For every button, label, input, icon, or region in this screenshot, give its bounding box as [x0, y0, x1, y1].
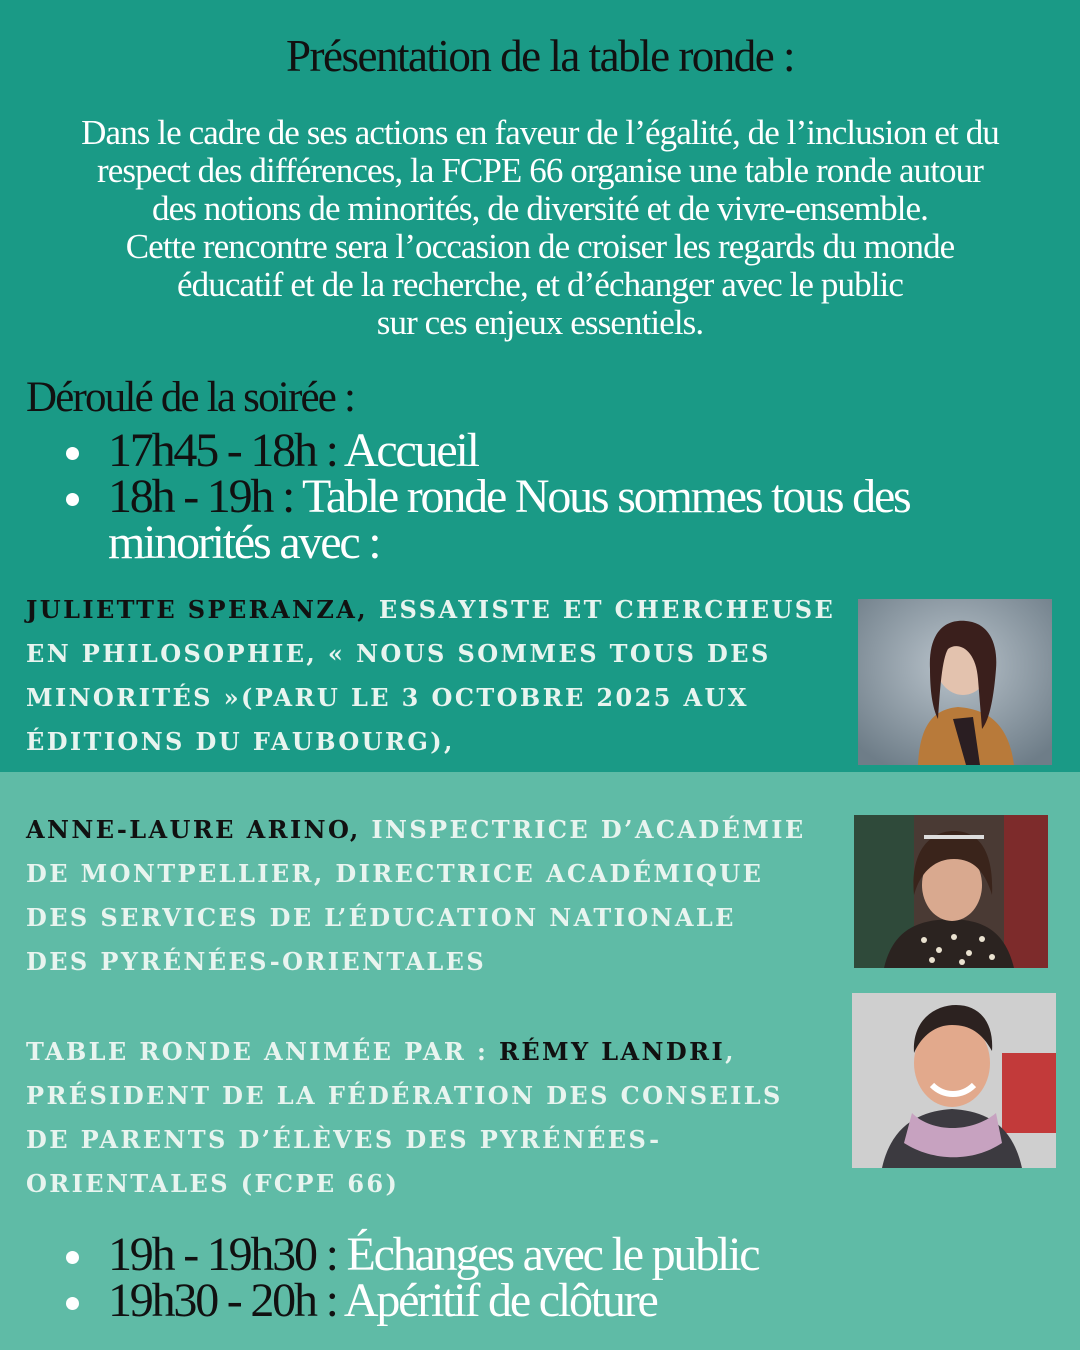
schedule-item: [62, 1228, 1062, 1281]
speaker-prefix: TABLE RONDE ANIMÉE PAR :: [26, 1037, 499, 1066]
schedule-item: [62, 424, 1062, 477]
schedule-label: Échanges avec le public: [336, 1228, 759, 1281]
page-title: Présentation de la table ronde :: [285, 31, 795, 81]
intro-line: respect des différences, la FCPE 66 organise une table ronde autour: [96, 151, 984, 190]
intro-line: Cette rencontre sera l’occasion de croiser les regards du monde: [125, 227, 955, 266]
schedule-label: Accueil: [336, 424, 478, 477]
speaker-role: MINORITÉS »(PARU LE 3 OCTOBRE 2025 AUX: [26, 683, 749, 712]
photo-juliette-speranza: [858, 599, 1052, 765]
speaker-role: DES PYRÉNÉES-ORIENTALES: [26, 947, 487, 976]
speaker-anne-laure-arino: [26, 808, 806, 984]
photo-anne-laure-arino: [854, 815, 1048, 968]
schedule-time: 19h - 19h30 :: [108, 1228, 337, 1281]
bullet-icon: [66, 493, 79, 506]
speaker-name: ANNE-LAURE ARINO,: [26, 815, 361, 844]
speaker-role: DE PARENTS D’ÉLÈVES DES PYRÉNÉES-: [26, 1125, 662, 1154]
schedule-time: 17h45 - 18h :: [108, 424, 337, 477]
intro-line: des notions de minorités, de diversité et de vivre-ensemble.: [151, 189, 929, 228]
speaker-role: ÉDITIONS DU FAUBOURG),: [26, 727, 455, 756]
speaker-role: EN PHILOSOPHIE, « NOUS SOMMES TOUS DES: [26, 639, 771, 668]
intro-line: Dans le cadre de ses actions en faveur de l’égalité, de l’inclusion et du: [81, 113, 999, 152]
schedule-label-continued: minorités avec :: [108, 516, 380, 569]
photo-remy-landri: [852, 993, 1056, 1168]
schedule-list-top: [62, 424, 1062, 569]
speaker-name: RÉMY LANDRI: [498, 1037, 726, 1066]
schedule-time: 19h30 - 20h :: [108, 1274, 337, 1327]
bullet-icon: [66, 1297, 79, 1310]
intro-line: éducatif et de la recherche, et d’échanger avec le public: [177, 265, 903, 304]
schedule-list-bottom: [62, 1228, 1062, 1327]
speaker-role: ORIENTALES (FCPE 66): [26, 1169, 400, 1198]
schedule-item: [62, 1274, 1062, 1327]
speaker-remy-landri: [26, 1030, 783, 1206]
schedule-label: Apéritif de clôture: [336, 1274, 657, 1327]
intro-line: sur ces enjeux essentiels.: [376, 303, 704, 342]
speaker-role: INSPECTRICE D’ACADÉMIE: [360, 815, 806, 844]
speaker-role: ,: [725, 1037, 736, 1066]
intro-paragraph: [10, 114, 1070, 342]
speaker-juliette-speranza: [26, 588, 835, 764]
bullet-icon: [66, 447, 79, 460]
schedule-heading: Déroulé de la soirée :: [26, 374, 355, 421]
speaker-role: DE MONTPELLIER, DIRECTRICE ACADÉMIQUE: [26, 859, 764, 888]
speaker-role: DES SERVICES DE L’ÉDUCATION NATIONALE: [26, 903, 736, 932]
speaker-role: PRÉSIDENT DE LA FÉDÉRATION DES CONSEILS: [26, 1081, 783, 1110]
schedule-time: 18h - 19h :: [108, 470, 294, 523]
bullet-icon: [66, 1251, 79, 1264]
speaker-name: JULIETTE SPERANZA,: [26, 595, 369, 624]
schedule-item: [62, 470, 1062, 569]
schedule-label: Table ronde Nous sommes tous des: [293, 470, 910, 523]
speaker-role: ESSAYISTE ET CHERCHEUSE: [368, 595, 836, 624]
